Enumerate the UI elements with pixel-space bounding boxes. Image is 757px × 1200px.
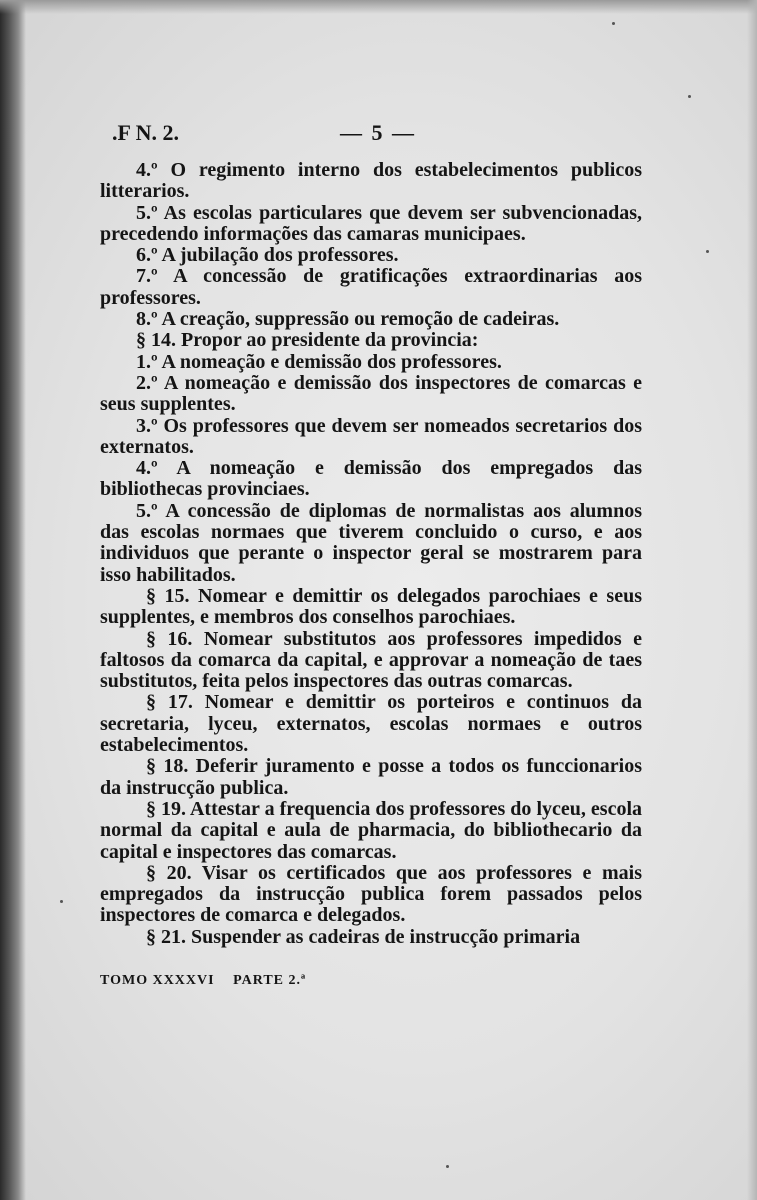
signature-footer bbox=[100, 973, 500, 989]
paper-speck bbox=[446, 1165, 449, 1168]
page-header bbox=[112, 120, 632, 144]
paragraph-section-19: § 19. Attestar a frequencia dos professores do lyceu, escola normal da capital e aula de pharmacia, do bibliothecario da capital e inspectores das comarcas. bbox=[100, 797, 642, 863]
paragraph-section-18: § 18. Deferir juramento e posse a todos os funccionarios da instrucção publica. bbox=[100, 755, 642, 799]
page-right-edge bbox=[747, 0, 757, 1200]
paragraph-item-5: 5.º As escolas particulares que devem ser subvencionadas, precedendo informações das camaras municipaes. bbox=[100, 201, 642, 245]
paper-speck bbox=[612, 22, 615, 25]
paragraph-section-14: § 14. Propor ao presidente da provincia: bbox=[136, 329, 479, 352]
paragraph-section-16: § 16. Nomear substitutos aos professores impedidos e faltosos da comarca da capital, e approvar a nomeação de taes substitutos, feita pelos inspectores das outras comarcas. bbox=[100, 627, 642, 693]
paragraph-section-15: § 15. Nomear e demittir os delegados parochiaes e seus supplentes, e membros dos conselhos parochiaes. bbox=[100, 584, 642, 629]
paragraph-14-item-2: 2.º A nomeação e demissão dos inspectores de comarcas e seus supplentes. bbox=[100, 371, 642, 416]
paragraph-14-item-4: 4.º A nomeação e demissão dos empregados das bibliothecas provinciaes. bbox=[100, 457, 642, 501]
paragraph-14-item-3: 3.º Os professores que devem ser nomeados secretarios dos externatos. bbox=[100, 414, 642, 458]
paragraph-item-6: 6.º A jubilação dos professores. bbox=[136, 244, 399, 267]
paper-speck bbox=[706, 250, 709, 253]
paragraph-item-8: 8.º A creação, suppressão ou remoção de cadeiras. bbox=[136, 308, 560, 331]
page-top-edge bbox=[0, 0, 757, 14]
paragraph-14-item-5: 5.º A concessão de diplomas de normalistas aos alumnos das escolas normaes que tiverem concluido o curso, e aos individuos que perante o inspector geral se mostrarem para isso habilitados. bbox=[100, 499, 642, 586]
printer-signature: .F N. 2. bbox=[112, 120, 180, 145]
paragraph-section-17: § 17. Nomear e demittir os porteiros e continuos da secretaria, lyceu, externatos, escolas normaes e outros estabelecimentos. bbox=[100, 691, 642, 757]
footer-tomo: TOMO XXXXVI bbox=[100, 973, 215, 988]
book-spine-shadow bbox=[0, 0, 26, 1200]
paper-speck bbox=[60, 900, 63, 903]
footer-parte: PARTE 2.ª bbox=[233, 973, 307, 988]
page-number: — 5 — bbox=[340, 120, 416, 145]
body-text bbox=[100, 160, 642, 948]
paragraph-item-4: 4.º O regimento interno dos estabelecimentos publicos litterarios. bbox=[100, 159, 642, 203]
paper-speck bbox=[688, 95, 691, 98]
paragraph-section-21: § 21. Suspender as cadeiras de instrucção primaria bbox=[146, 925, 581, 948]
paragraph-item-7: 7.º A concessão de gratificações extraordinarias aos professores. bbox=[100, 265, 642, 309]
paragraph-14-item-1: 1.º A nomeação e demissão dos professores. bbox=[136, 350, 502, 373]
paragraph-section-20: § 20. Visar os certificados que aos professores e mais empregados da instrucção publica forem passados pelos inspectores de comarca e delegados. bbox=[100, 861, 642, 927]
